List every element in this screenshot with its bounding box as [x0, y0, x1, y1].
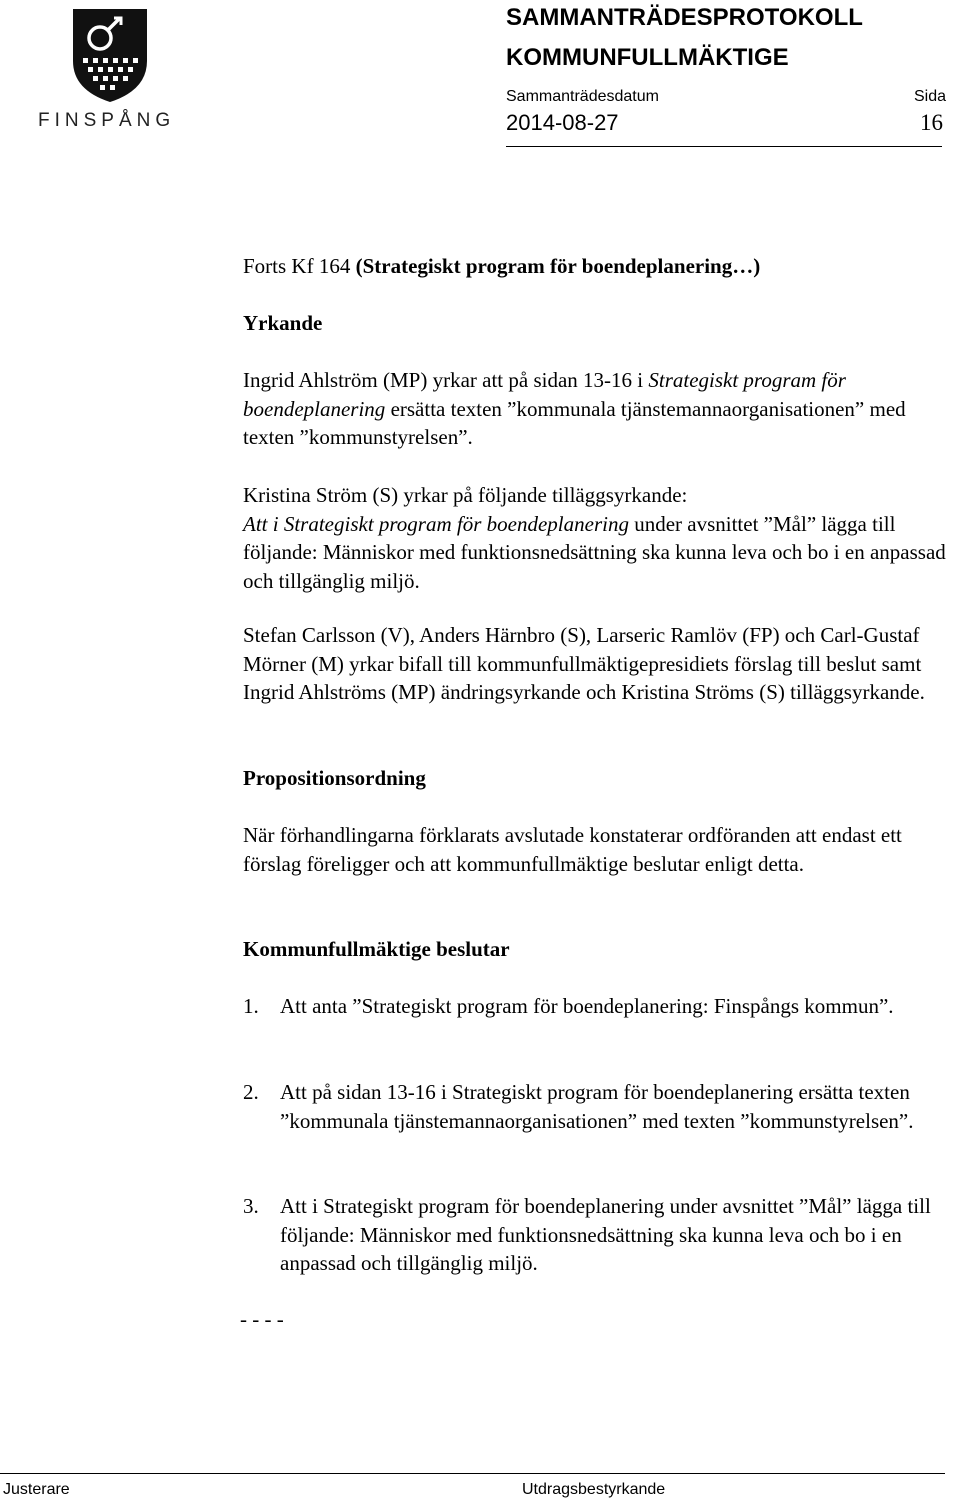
- paragraph-proposition: När förhandlingarna förklarats avslutade konstaterar ordföranden att endast ett förslag föreligger och att kommunfullmäktige beslutar enligt detta.: [243, 823, 902, 876]
- decision-item: [243, 992, 960, 1021]
- decision-text: Att på sidan 13-16 i Strategiskt program för boendeplanering ersätta texten ”kommunala tjänstemannaorganisationen” med texten ”kommunstyrelsen”.: [280, 1080, 914, 1133]
- program-title-italic: Att i Strategiskt program för boendeplanering: [243, 511, 629, 536]
- paragraph-strom-motion: [243, 481, 960, 595]
- meeting-date-value: 2014-08-27: [506, 110, 619, 135]
- heading-propositionsordning: Propositionsordning: [243, 766, 426, 790]
- decision-text: Att anta ”Strategiskt program för boendeplanering: Finspångs kommun”.: [280, 994, 894, 1018]
- document-type-title: SAMMANTRÄDESPROTOKOLL: [506, 4, 863, 31]
- footer-extract-label: Utdragsbestyrkande: [522, 1481, 666, 1498]
- meeting-date-label: Sammanträdesdatum: [506, 88, 659, 105]
- decision-text: Att i Strategiskt program för boendeplanering under avsnittet ”Mål” lägga till följande: Människor med funktionsnedsättning ska kunna leva och bo i en anpassad och tillgänglig miljö.: [280, 1194, 931, 1275]
- paragraph-text: Ingrid Ahlström (MP) yrkar att på sidan 13-16 i: [243, 368, 649, 392]
- paragraph-support-motion: Stefan Carlsson (V), Anders Härnbro (S), Larseric Ramlöv (FP) och Carl-Gustaf Mörner (M) yrkar bifall till kommunfullmäktigepresidiets förslag till beslut samt Ingrid Ahlströms (MP) ändringsyrkande och Kristina Ströms (S) tilläggsyrkande.: [243, 623, 925, 704]
- decision-item: [243, 1192, 960, 1278]
- paragraph-text: Kristina Ström (S) yrkar på följande tilläggsyrkande:: [243, 483, 688, 507]
- section-subject: (Strategiskt program för boendeplanering…): [355, 254, 761, 278]
- heading-kommunfullmaktige-beslutar: Kommunfullmäktige beslutar: [243, 937, 510, 961]
- body-title: KOMMUNFULLMÄKTIGE: [506, 44, 789, 71]
- municipal-logo: [38, 6, 183, 134]
- paragraph-text: ersätta texten ”kommunala tjänstemannaorganisationen” med texten ”kommunstyrelsen”.: [243, 396, 906, 449]
- page-label: Sida: [914, 88, 947, 105]
- decision-number: 1.: [243, 994, 259, 1018]
- end-marker: - - - -: [240, 1307, 284, 1331]
- heading-yrkande: Yrkande: [243, 311, 323, 335]
- footer-rule: [0, 1473, 945, 1474]
- decision-item: [243, 1078, 960, 1135]
- section-continuation-title: [243, 252, 960, 281]
- logo-wordmark: FINSPÅNG: [38, 110, 176, 131]
- decision-number: 3.: [243, 1194, 259, 1218]
- page-number: 16: [920, 110, 943, 135]
- paragraph-text: under avsnittet ”Mål” lägga till följande: Människor med funktionsnedsättning ska kunna leva och bo i en anpassad och tillgänglig miljö.: [243, 511, 946, 593]
- footer-justerare-label: Justerare: [3, 1481, 70, 1498]
- decision-number: 2.: [243, 1080, 259, 1104]
- program-title-italic: Strategiskt program för boendeplanering: [243, 368, 846, 421]
- coat-of-arms-icon: [38, 6, 183, 106]
- paragraph-ahlstrom-motion: [243, 366, 960, 452]
- header-rule: [506, 146, 942, 147]
- section-reference: Forts Kf 164: [243, 254, 356, 278]
